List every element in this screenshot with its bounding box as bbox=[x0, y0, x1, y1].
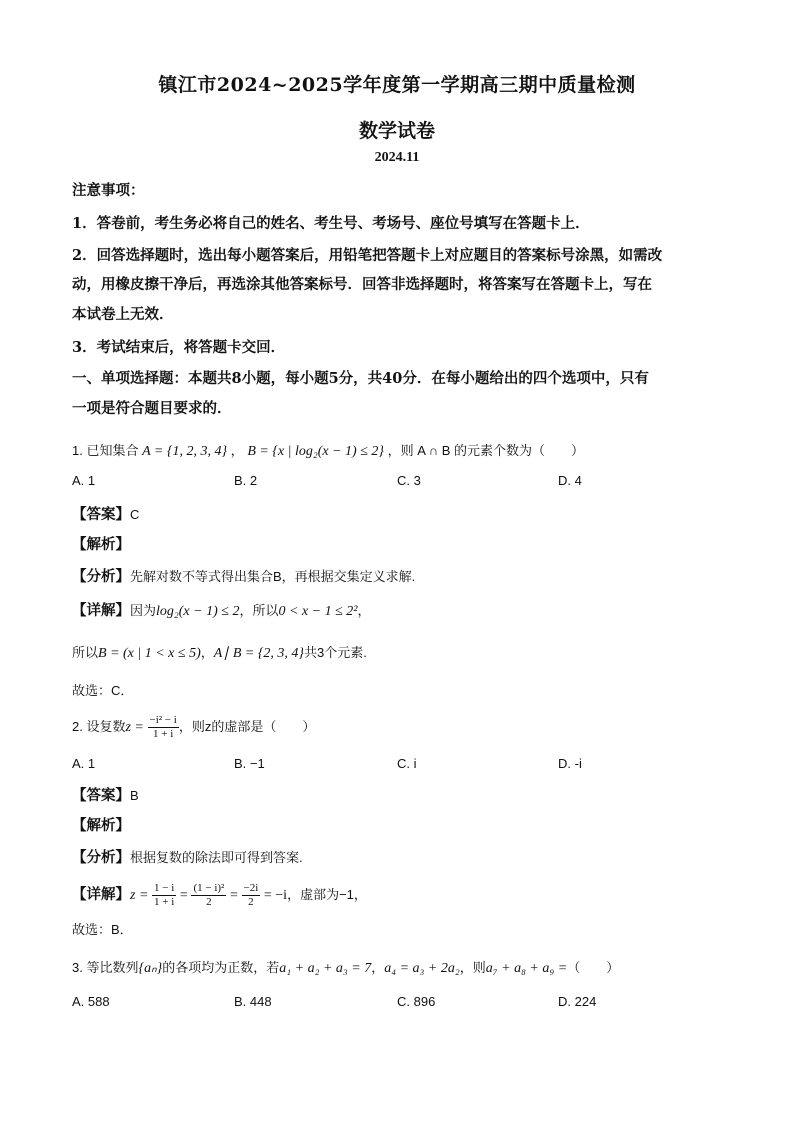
q3-suffix: （ ） bbox=[567, 960, 620, 975]
q2-fenxi-label: 【分析】 bbox=[72, 850, 130, 866]
q2-option-b: B. −1 bbox=[234, 756, 265, 771]
q3-sep: ， bbox=[371, 960, 385, 975]
q3-prefix: 3. 等比数列 bbox=[72, 960, 139, 975]
q3-mid2: ，则 bbox=[459, 960, 486, 975]
q2-d-eq-2: = bbox=[229, 888, 238, 903]
q2-denominator: 1 + i bbox=[153, 728, 174, 740]
q2-d-num-2: (1 − i)² bbox=[193, 882, 225, 895]
q1-set-b: B = {x | log₂(x − 1) ≤ 2} bbox=[247, 444, 384, 459]
q1-detail2a: 所以 bbox=[72, 645, 99, 660]
q1-detail2b: B = (x | 1 < x ≤ 5) bbox=[98, 646, 201, 661]
q1-fenxi bbox=[72, 567, 726, 587]
q1-sep: ， bbox=[230, 443, 244, 458]
q2-d-end: = −i bbox=[263, 888, 288, 903]
q2-prefix: 2. 设复数 bbox=[72, 718, 126, 734]
q2-d-frac-1 bbox=[152, 882, 176, 909]
q1-detail2d: A∣ B = {2, 3, 4} bbox=[213, 646, 305, 661]
q1-analysis-label bbox=[72, 535, 726, 555]
q1-detail1c: ，所以 bbox=[239, 603, 279, 618]
q1-fenxi-text: 先解对数不等式得出集合B，再根据交集定义求解. bbox=[130, 569, 416, 584]
q1-option-d: D. 4 bbox=[558, 473, 582, 488]
q2-d-num-3: −2i bbox=[243, 882, 259, 895]
q2-zeq: z = bbox=[125, 719, 144, 735]
q1-option-a: A. 1 bbox=[72, 473, 96, 488]
note-2-line-1: 2．回答选择题时，选出每小题答案后，用铅笔把答题卡上对应题目的答案标号涂黑，如需改 bbox=[72, 247, 663, 264]
exam-title: 镇江市2024~2025学年度第一学期高三期中质量检测 bbox=[158, 74, 636, 96]
q1-set-a: A = {1, 2, 3, 4} bbox=[142, 444, 228, 459]
question-3 bbox=[72, 958, 726, 979]
q2-d-z: z = bbox=[130, 888, 149, 903]
q2-d-tail: ，虚部为−1， bbox=[287, 887, 367, 902]
q1-prefix: 1. 已知集合 bbox=[72, 443, 139, 458]
q3-option-a: A. 588 bbox=[72, 994, 110, 1009]
q3-eq2: a₄ = a₃ + 2a₂ bbox=[384, 961, 460, 976]
note-2-line-2: 动，用橡皮擦干净后，再选涂其他答案标号．回答非选择题时，将答案写在答题卡上，写在 bbox=[72, 276, 652, 293]
q2-detail-label: 【详解】 bbox=[72, 887, 130, 903]
q1-detail1a: 因为 bbox=[130, 603, 157, 618]
q2-analysis-text: 【解析】 bbox=[72, 818, 130, 834]
q1-detail2e: 共3个元素. bbox=[304, 645, 367, 660]
q2-option-d: D. -i bbox=[558, 756, 582, 771]
q2-answer bbox=[72, 786, 726, 806]
q2-option-a: A. 1 bbox=[72, 756, 96, 771]
q3-seq: {aₙ} bbox=[138, 961, 163, 976]
q2-fraction bbox=[148, 714, 179, 741]
q1-option-b: B. 2 bbox=[234, 473, 258, 488]
q2-d-frac-3 bbox=[242, 882, 261, 909]
q1-answer-value: C bbox=[130, 507, 140, 522]
q1-detail-label: 【详解】 bbox=[72, 603, 130, 619]
q3-option-d: D. 224 bbox=[558, 994, 597, 1009]
q3-mid: 的各项均为正数，若 bbox=[162, 960, 280, 975]
notes-heading: 注意事项： bbox=[72, 182, 145, 199]
q1-analysis-text: 【解析】 bbox=[72, 537, 130, 553]
q2-conclusion: 故选：B． bbox=[72, 922, 133, 937]
q1-detail-1 bbox=[72, 601, 726, 622]
q3-eq1: a₁ + a₂ + a₃ = 7 bbox=[279, 961, 372, 976]
q1-answer bbox=[72, 505, 726, 525]
q3-option-b: B. 448 bbox=[234, 994, 272, 1009]
question-2 bbox=[72, 714, 726, 741]
q3-option-c: C. 896 bbox=[397, 994, 436, 1009]
q2-d-den-2: 2 bbox=[206, 896, 212, 909]
note-3: 3．考试结束后，将答题卡交回． bbox=[72, 339, 286, 356]
q2-numerator: −i² − i bbox=[149, 714, 177, 726]
note-1: 1．答卷前，考生务必将自己的姓名、考生号、考场号、座位号填写在答题卡上． bbox=[72, 215, 590, 232]
q1-detail2c: ， bbox=[200, 645, 214, 660]
q2-option-c: C. i bbox=[397, 756, 417, 771]
q1-detail-2 bbox=[72, 643, 726, 664]
q1-detail1e: ， bbox=[357, 603, 371, 618]
q1-detail1d: 0 < x − 1 ≤ 2² bbox=[278, 604, 358, 619]
q1-option-c: C. 3 bbox=[397, 473, 421, 488]
q1-suffix: ，则 A ∩ B 的元素个数为（ ） bbox=[387, 443, 585, 458]
q3-eq3: a₇ + a₈ + a₉ = bbox=[485, 961, 568, 976]
q2-d-num-1: 1 − i bbox=[154, 882, 175, 895]
q2-answer-value: B bbox=[130, 788, 139, 803]
section-heading-line-2: 一项是符合题目要求的． bbox=[72, 400, 232, 417]
q2-d-den-1: 1 + i bbox=[154, 896, 175, 909]
q2-fenxi-text: 根据复数的除法即可得到答案. bbox=[130, 850, 303, 865]
q1-conclusion: 故选：C． bbox=[72, 683, 134, 698]
q1-fenxi-label: 【分析】 bbox=[72, 569, 130, 585]
exam-subtitle: 数学试卷 bbox=[358, 120, 435, 142]
q2-detail bbox=[72, 880, 726, 911]
q2-suffix: ，则z的虚部是（ ） bbox=[178, 718, 316, 734]
q2-fenxi bbox=[72, 848, 726, 868]
q2-answer-label: 【答案】 bbox=[72, 788, 130, 804]
q2-d-eq-1: = bbox=[179, 888, 188, 903]
q2-d-den-3: 2 bbox=[248, 896, 254, 909]
section-heading-line-1: 一、单项选择题：本题共8小题，每小题5分，共40分．在每小题给出的四个选项中，只有 bbox=[72, 370, 649, 387]
exam-date: 2024.11 bbox=[374, 150, 420, 165]
note-2-line-3: 本试卷上无效． bbox=[72, 306, 174, 323]
q1-detail1b: log₂(x − 1) ≤ 2 bbox=[156, 604, 240, 619]
q2-analysis-label bbox=[72, 816, 726, 836]
q2-d-frac-2 bbox=[191, 882, 226, 909]
question-1 bbox=[72, 441, 726, 462]
q1-answer-label: 【答案】 bbox=[72, 507, 130, 523]
